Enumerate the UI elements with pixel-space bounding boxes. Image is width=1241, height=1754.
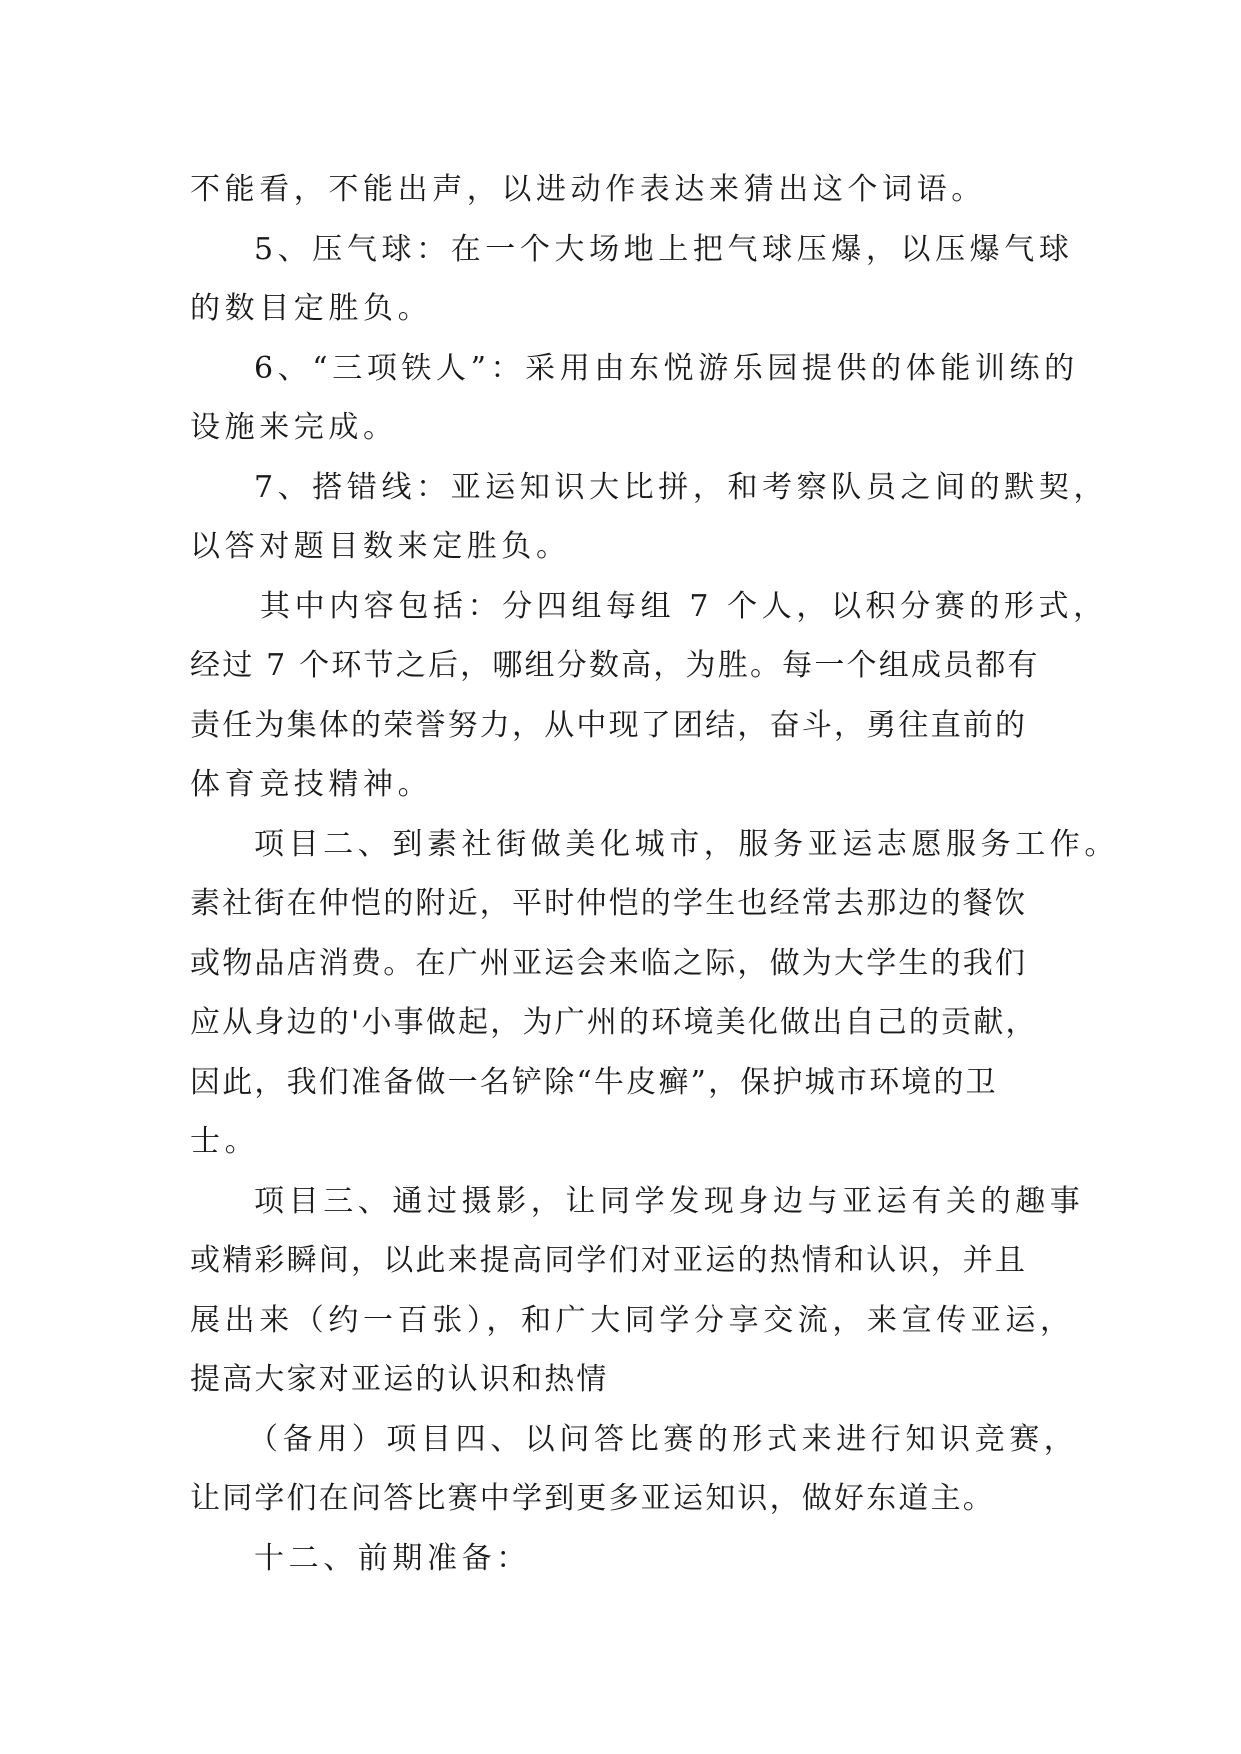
text-line: 不能看，不能出声，以进动作表达来猜出这个词语。 bbox=[190, 172, 986, 207]
text-line: 展出来（约一百张），和广大同学分享交流，来宣传亚运， bbox=[190, 1302, 1075, 1338]
paragraph-item-7: 7、搭错线：亚运知识大比拼，和考察队员之间的默契， bbox=[254, 469, 1109, 505]
text-line: 设施来完成。 bbox=[190, 410, 398, 445]
text-line: 因此，我们准备做一名铲除“牛皮癣”，保护城市环境的卫 bbox=[190, 1064, 998, 1100]
text-line: 经过 7 个环节之后，哪组分数高，为胜。每一个组成员都有 bbox=[190, 648, 1040, 683]
section-heading-preparation: 十二、前期准备： bbox=[254, 1540, 531, 1576]
text-line: 或物品店消费。在广州亚运会来临之际，做为大学生的我们 bbox=[190, 945, 1028, 981]
text-line: 提高大家对亚运的认识和热情 bbox=[190, 1362, 609, 1397]
paragraph-content: 其中内容包括：分四组每组 7 个人，以积分赛的形式， bbox=[260, 588, 1108, 624]
paragraph-project-2: 项目二、到素社街做美化城市，服务亚运志愿服务工作。 bbox=[254, 826, 1119, 862]
text-line: 以答对题目数来定胜负。 bbox=[190, 529, 571, 564]
text-line: 应从身边的'小事做起，为广州的环境美化做出自己的贡献， bbox=[190, 1005, 1038, 1040]
paragraph-project-4: （备用）项目四、以问答比赛的形式来进行知识竞赛， bbox=[248, 1421, 1079, 1457]
text-line: 责任为集体的荣誉努力，从中现了团结，奋斗，勇往直前的 bbox=[190, 707, 1028, 743]
text-line: 体育竞技精神。 bbox=[190, 767, 433, 802]
paragraph-item-5: 5、压气球：在一个大场地上把气球压爆，以压爆气球 bbox=[254, 231, 1074, 267]
text-line: 士。 bbox=[190, 1124, 260, 1159]
text-line: 让同学们在问答比赛中学到更多亚运知识，做好东道主。 bbox=[190, 1481, 995, 1516]
text-line: 素社街在仲恺的附近，平时仲恺的学生也经常去那边的餐饮 bbox=[190, 886, 1028, 921]
text-line: 的数目定胜负。 bbox=[190, 291, 433, 326]
text-line: 或精彩瞬间，以此来提高同学们对亚运的热情和认识，并且 bbox=[190, 1243, 1028, 1278]
document-body bbox=[190, 160, 1119, 1588]
paragraph-project-3: 项目三、通过摄影，让同学发现身边与亚运有关的趣事 bbox=[254, 1183, 1085, 1219]
paragraph-item-6: 6、“三项铁人”：采用由东悦游乐园提供的体能训练的 bbox=[254, 350, 1079, 386]
